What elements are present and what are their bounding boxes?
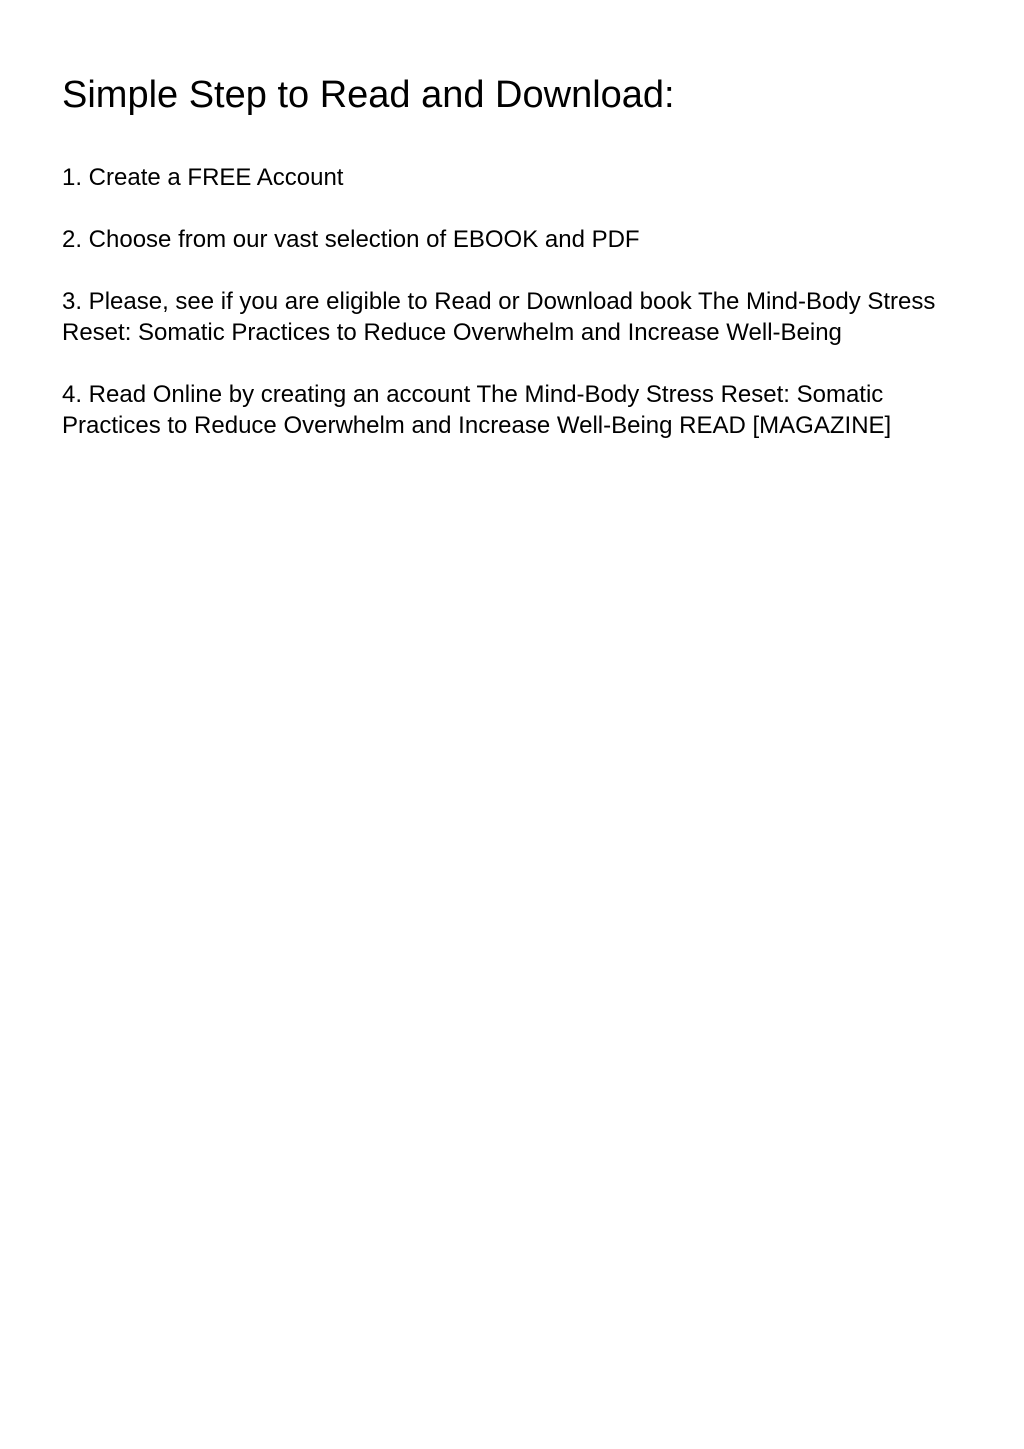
step-check-eligibility: 3. Please, see if you are eligible to Read or Download book The Mind-Body Stress Reset: Somatic Practices to Reduce Overwhelm and Increase Well-Being [62,288,936,346]
step-choose-selection: 2. Choose from our vast selection of EBOOK and PDF [62,226,640,253]
step-create-account: 1. Create a FREE Account [62,164,344,191]
steps-list [62,162,962,472]
page-title: Simple Step to Read and Download: [62,74,675,116]
step-read-online: 4. Read Online by creating an account The Mind-Body Stress Reset: Somatic Practices to Reduce Overwhelm and Increase Well-Being READ [MAGAZINE] [62,381,892,439]
